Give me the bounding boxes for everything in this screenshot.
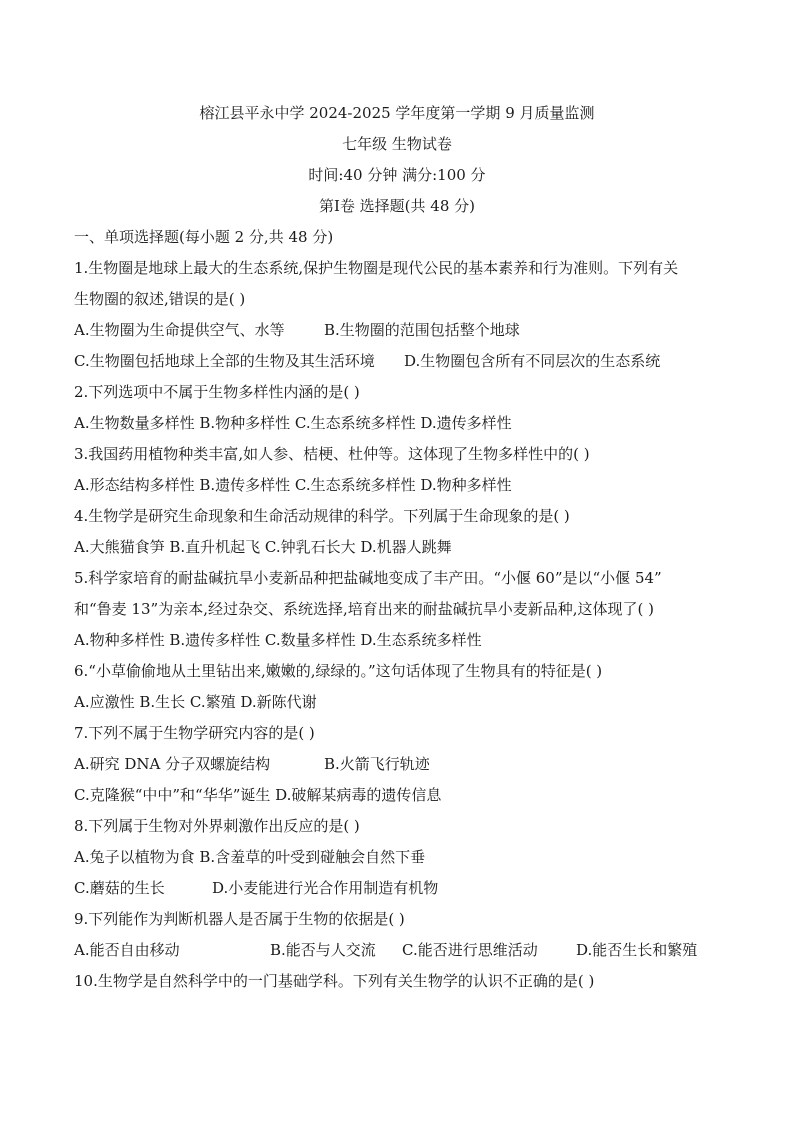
- question-8-stem: 8.下列属于生物对外界刺激作出反应的是( ): [74, 817, 360, 835]
- question-6-options: A.应激性 B.生长 C.繁殖 D.新陈代谢: [74, 693, 317, 711]
- question-1-option-d: D.生物圈包含所有不同层次的生态系统: [404, 352, 661, 370]
- question-1-stem-line-2: 生物圈的叙述,错误的是( ): [74, 290, 246, 308]
- question-6-stem: 6.“小草偷偷地从土里钻出来,嫩嫩的,绿绿的。”这句话体现了生物具有的特征是( ): [74, 662, 603, 680]
- question-7-stem: 7.下列不属于生物学研究内容的是( ): [74, 724, 315, 742]
- question-8-options-ab: A.兔子以植物为食 B.含羞草的叶受到碰触会自然下垂: [74, 848, 426, 866]
- question-4-options: A.大熊猫食笋 B.直升机起飞 C.钟乳石长大 D.机器人跳舞: [74, 538, 452, 556]
- question-9-option-b: B.能否与人交流: [270, 941, 376, 959]
- question-8-option-c: C.蘑菇的生长: [74, 879, 165, 897]
- question-3-options: A.形态结构多样性 B.遗传多样性 C.生态系统多样性 D.物种多样性: [74, 476, 512, 494]
- question-2-stem: 2.下列选项中不属于生物多样性内涵的是( ): [74, 383, 360, 401]
- volume-heading: 第Ⅰ卷 选择题(共 48 分): [318, 197, 476, 215]
- question-9-option-d: D.能否生长和繁殖: [576, 941, 698, 959]
- question-10-stem: 10.生物学是自然科学中的一门基础学科。下列有关生物学的认识不正确的是( ): [74, 972, 595, 990]
- question-7-option-a: A.研究 DNA 分子双螺旋结构: [74, 755, 271, 773]
- question-8-option-d: D.小麦能进行光合作用制造有机物: [212, 879, 439, 897]
- question-9-stem: 9.下列能作为判断机器人是否属于生物的依据是( ): [74, 910, 405, 928]
- exam-subtitle: 七年级 生物试卷: [342, 135, 452, 153]
- question-4-stem: 4.生物学是研究生命现象和生命活动规律的科学。下列属于生命现象的是( ): [74, 507, 570, 525]
- question-1-option-a: A.生物圈为生命提供空气、水等: [74, 321, 285, 339]
- question-5-stem-line-1: 5.科学家培育的耐盐碱抗旱小麦新品种把盐碱地变成了丰产田。“小偃 60”是以“小偃 54”: [74, 569, 662, 587]
- question-5-options: A.物种多样性 B.遗传多样性 C.数量多样性 D.生态系统多样性: [74, 631, 482, 649]
- question-9-option-c: C.能否进行思维活动: [402, 941, 538, 959]
- question-3-stem: 3.我国药用植物种类丰富,如人参、桔梗、杜仲等。这体现了生物多样性中的( ): [74, 445, 590, 463]
- question-2-options: A.生物数量多样性 B.物种多样性 C.生态系统多样性 D.遗传多样性: [74, 414, 512, 432]
- question-9-option-a: A.能否自由移动: [74, 941, 180, 959]
- question-1-stem-line-1: 1.生物圈是地球上最大的生态系统,保护生物圈是现代公民的基本素养和行为准则。下列有关: [74, 259, 679, 277]
- question-5-stem-line-2: 和“鲁麦 13”为亲本,经过杂交、系统选择,培育出来的耐盐碱抗旱小麦新品种,这体现了( ): [74, 600, 654, 618]
- question-7-option-b: B.火箭飞行轨迹: [324, 755, 430, 773]
- question-1-option-c: C.生物圈包括地球上全部的生物及其生活环境: [74, 352, 375, 370]
- question-1-option-b: B.生物圈的范围包括整个地球: [324, 321, 520, 339]
- exam-time-info: 时间:40 分钟 满分:100 分: [308, 166, 486, 184]
- question-7-options-cd: C.克隆猴“中中”和“华华”诞生 D.破解某病毒的遗传信息: [74, 786, 442, 804]
- section-heading: 一、单项选择题(每小题 2 分,共 48 分): [74, 228, 334, 246]
- exam-title: 榕江县平永中学 2024-2025 学年度第一学期 9 月质量监测: [199, 104, 595, 122]
